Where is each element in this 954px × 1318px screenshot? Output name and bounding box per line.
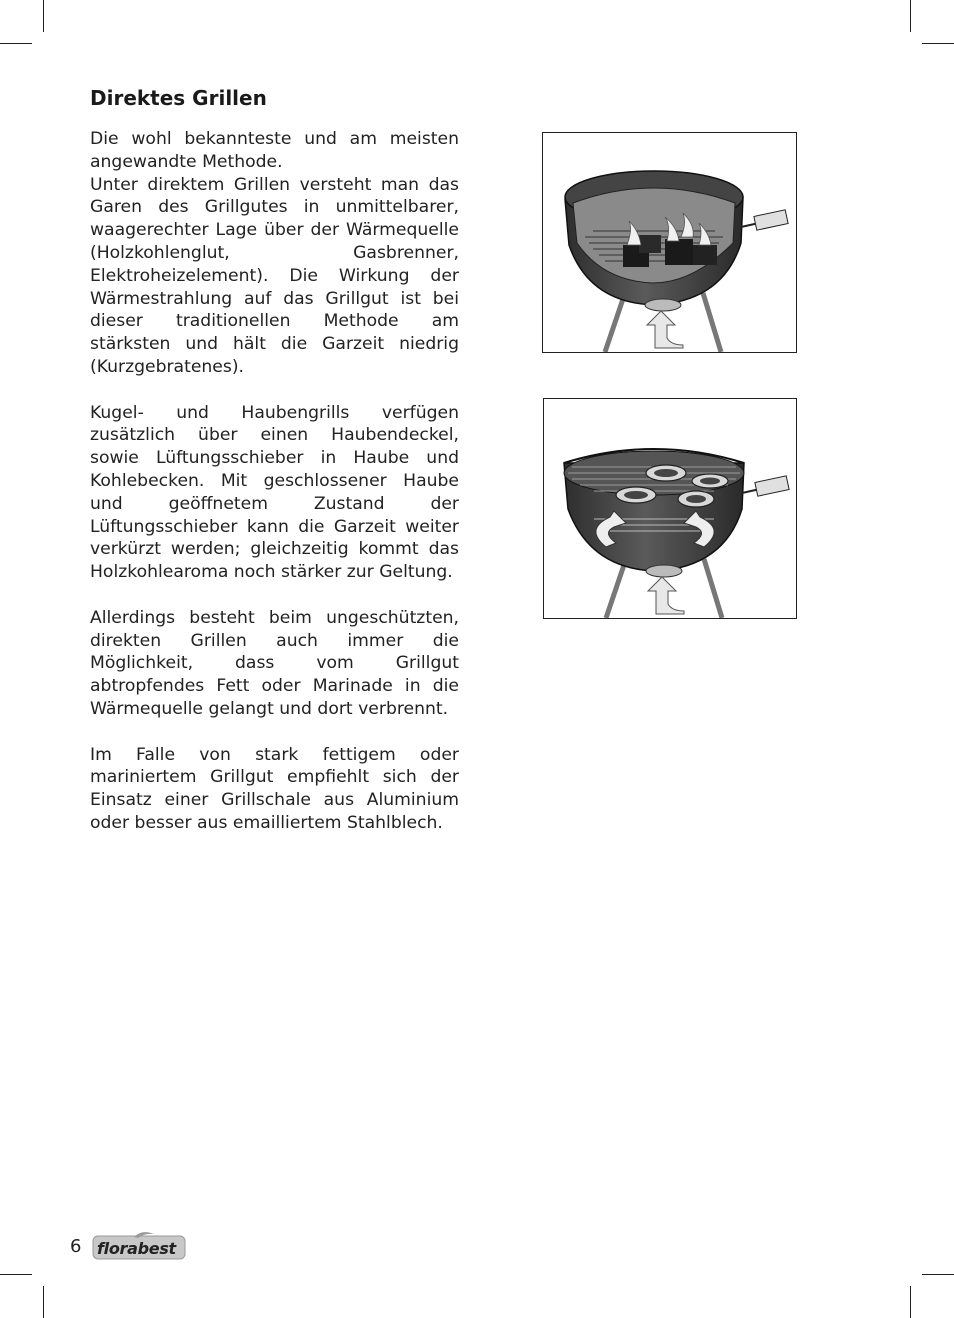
logo-text: florabest [97, 1239, 176, 1258]
paragraph-2 [90, 402, 459, 584]
paragraph-2-text: Kugel- und Haubengrills verfügen zusätzlich über einen Haubendeckel, sowie Lüftungsschieber in Haube und Kohlebecken. Mit geschlossener Haube und geöffnetem Zustand der Lüftungsschieber kann die Garzeit weiter verkürzt werden; gleichzeitig kommt das Holzkohlearoma noch stärker zur Geltung. [90, 402, 459, 583]
brand-logo [92, 1232, 186, 1260]
paragraph-3-text: Allerdings besteht beim ungeschützten, direkten Grillen auch immer die Möglichkeit, dass vom Grillgut abtropfendes Fett oder Marinade in die Wärmequelle gelangt und dort verbrennt. [90, 607, 459, 719]
paragraph-4-text: Im Falle von stark fettigem oder mariniertem Grillgut empfiehlt sich der Einsatz einer Grillschale aus Aluminium oder besser aus emailliertem Stahlblech. [90, 744, 459, 833]
grill-handle [754, 210, 788, 230]
grill-leg [606, 559, 626, 618]
paragraph-1-line-2: Unter direktem Grillen versteht man das Garen des Grillgutes in unmittelbarer, waagerechter Lage über der Wärmequelle (Holzkohlenglut, Gasbrenner, Elektroheizelement). Die Wirkung der Wärmestrahlung auf das Grillgut ist bei dieser traditionellen Methode am stärksten und hält die Garzeit niedrig (Kurzgebratenes). [90, 174, 459, 377]
paragraph-3 [90, 607, 459, 721]
grill-leg [704, 559, 722, 618]
paragraph-1-line-1: Die wohl bekannteste und am meisten angewandte Methode. [90, 129, 459, 172]
grill-handle [755, 476, 789, 496]
grill-leg [605, 293, 625, 352]
grill-vent [646, 565, 682, 577]
page-number: 6 [70, 1236, 82, 1257]
crop-mark [43, 1286, 44, 1318]
airflow-arrow-icon [648, 577, 684, 614]
crop-mark [0, 1274, 32, 1275]
figure-grill-with-food [543, 398, 797, 619]
charcoal [639, 235, 661, 253]
grill-food-illustration [544, 399, 796, 618]
crop-mark [922, 43, 954, 44]
charcoal [665, 239, 693, 265]
open-grill-illustration [543, 133, 796, 352]
paragraph-1 [90, 128, 459, 379]
crop-mark [910, 0, 911, 32]
paragraph-4 [90, 744, 459, 835]
airflow-arrow-icon [647, 311, 683, 348]
figure-open-grill [542, 132, 797, 353]
crop-mark [922, 1274, 954, 1275]
charcoal [693, 245, 717, 265]
crop-mark [0, 43, 32, 44]
body-text [90, 128, 459, 858]
page-heading: Direktes Grillen [90, 86, 267, 110]
crop-mark [43, 0, 44, 32]
grill-vent [645, 299, 681, 311]
crop-mark [910, 1286, 911, 1318]
grill-leg [703, 293, 721, 352]
